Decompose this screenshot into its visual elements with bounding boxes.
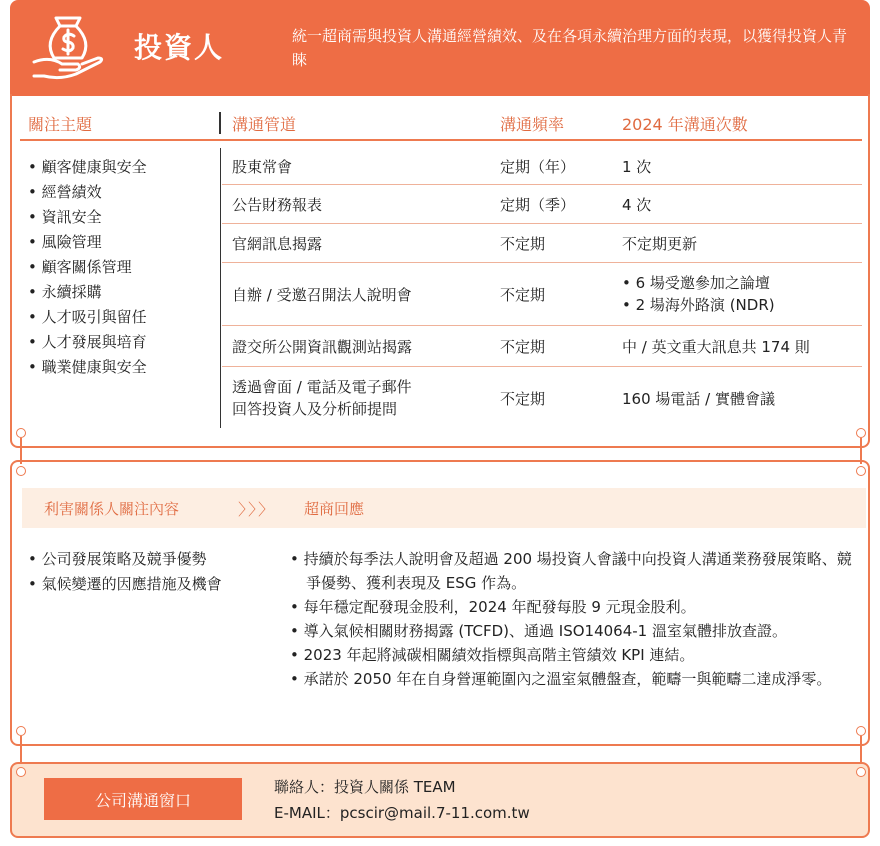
- channel-cell: 公告財務報表: [232, 195, 323, 214]
- topic-item: • 經營績效: [28, 180, 147, 205]
- frequency-cell: 定期（年）: [500, 157, 576, 176]
- header-topic: 關注主題: [28, 115, 93, 134]
- frequency-cell: 不定期: [500, 285, 546, 304]
- table-row: [222, 224, 862, 263]
- count-cell: 160 場電話 / 實體會議: [622, 389, 775, 408]
- table-row: [222, 185, 862, 224]
- response-item: • 持續於每季法人說明會及超過 200 場投資人會議中向投資人溝通業務發展策略、競爭優勢、獲利表現及 ESG 作為。: [290, 547, 862, 595]
- page-title: 投資人: [134, 31, 225, 64]
- topic-item: • 人才吸引與留任: [28, 305, 147, 330]
- frequency-cell: 不定期: [500, 234, 546, 253]
- contact-window-label: 公司溝通窗口: [44, 778, 242, 820]
- header-frequency: 溝通頻率: [500, 115, 565, 134]
- count-list-item: • 2 場海外路演 (NDR): [622, 294, 775, 316]
- channel-cell: 自辦 / 受邀召開法人說明會: [232, 285, 412, 304]
- header-description: 統一超商需與投資人溝通經營績效、及在各項永續治理方面的表現，以獲得投資人青睞: [292, 27, 848, 69]
- concern-list: [28, 547, 222, 597]
- header-count: 2024 年溝通次數: [622, 115, 748, 134]
- response-item: • 承諾於 2050 年在自身營運範圍內之溫室氣體盤查，範疇一與範疇二達成淨零。: [290, 667, 862, 691]
- response-list: [290, 547, 862, 691]
- channel-cell: 官網訊息揭露: [232, 234, 323, 253]
- count-cell: [622, 263, 862, 325]
- contact-section: [10, 762, 870, 838]
- channel-line: 透過會面 / 電話及電子郵件: [232, 378, 412, 396]
- topic-item: • 顧客關係管理: [28, 255, 147, 280]
- response-item: • 2023 年起將減碳相關績效指標與高階主管績效 KPI 連結。: [290, 643, 862, 667]
- connector-dot: [856, 428, 866, 438]
- topic-item: • 資訊安全: [28, 205, 147, 230]
- channel-line: 回答投資人及分析師提問: [232, 400, 398, 418]
- contact-email[interactable]: E-MAIL：pcscir@mail.7-11.com.tw: [274, 804, 530, 822]
- topic-item: • 風險管理: [28, 230, 147, 255]
- money-bag-hand-icon: [30, 12, 110, 84]
- table-row: [222, 367, 862, 429]
- header-banner: [10, 0, 870, 96]
- response-item: • 導入氣候相關財務揭露 (TCFD)、通過 ISO14064-1 溫室氣體排放查證。: [290, 619, 862, 643]
- connector-dot: [16, 767, 26, 777]
- topic-item: • 顧客健康與安全: [28, 155, 147, 180]
- concern-item: • 公司發展策略及競爭優勢: [28, 547, 222, 572]
- topic-item: • 永續採購: [28, 280, 147, 305]
- count-cell: 中 / 英文重大訊息共 174 則: [622, 337, 810, 356]
- header-channel: 溝通管道: [232, 115, 297, 134]
- connector-dot: [856, 726, 866, 736]
- response-item: • 每年穩定配發現金股利，2024 年配發每股 9 元現金股利。: [290, 595, 862, 619]
- table-row: [222, 148, 862, 185]
- connector-dot: [856, 767, 866, 777]
- response-heading: 超商回應: [304, 500, 365, 518]
- connector-dot: [16, 428, 26, 438]
- connector-dot: [16, 466, 26, 476]
- connector-dot: [856, 466, 866, 476]
- header-underline: [20, 139, 862, 141]
- count-list-item: • 6 場受邀參加之論壇: [622, 272, 775, 294]
- topic-item: • 職業健康與安全: [28, 355, 147, 380]
- topic-item: • 人才發展與培育: [28, 330, 147, 355]
- concern-item: • 氣候變遷的因應措施及機會: [28, 572, 222, 597]
- count-list: [622, 272, 775, 316]
- concern-heading: 利害關係人關注內容: [44, 500, 180, 518]
- connector-dot: [16, 726, 26, 736]
- header-divider: [219, 112, 221, 134]
- table-row: [222, 326, 862, 367]
- channel-cell: 證交所公開資訊觀測站揭露: [232, 337, 413, 356]
- count-cell: 不定期更新: [622, 234, 698, 253]
- table-row: [222, 263, 862, 326]
- topic-list: [28, 155, 147, 380]
- frequency-cell: 定期（季）: [500, 195, 576, 214]
- frequency-cell: 不定期: [500, 389, 546, 408]
- column-divider: [220, 148, 221, 428]
- channel-cell: [232, 367, 492, 429]
- count-cell: 1 次: [622, 157, 652, 176]
- stakeholder-band: [22, 488, 866, 528]
- count-cell: 4 次: [622, 195, 652, 214]
- arrow-icon: 〉〉〉: [238, 500, 277, 519]
- contact-person: 聯絡人：投資人關係 TEAM: [274, 778, 456, 796]
- frequency-cell: 不定期: [500, 337, 546, 356]
- channel-cell: 股東常會: [232, 157, 293, 176]
